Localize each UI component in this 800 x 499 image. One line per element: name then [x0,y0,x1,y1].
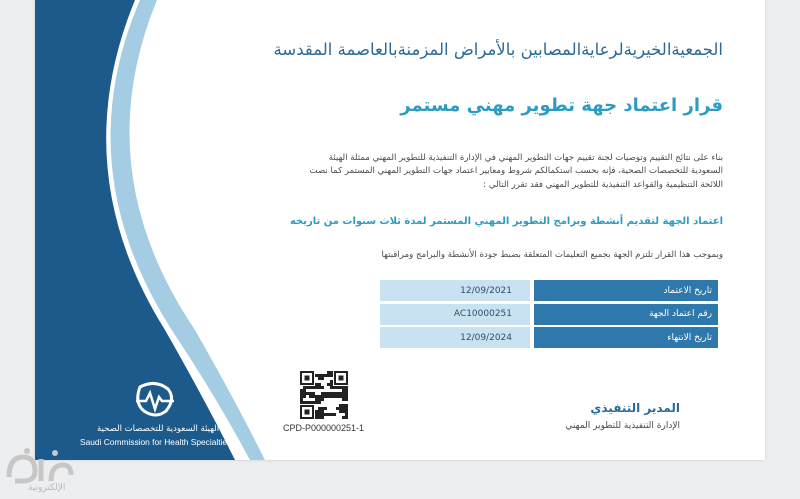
accreditation-date-label: تاريخ الاعتماد [534,280,718,301]
certificate-body: بناء على نتائج التقييم وتوصيات لجنة تقييم جهات التطوير المهني في الإدارة التنفيذية للتطوير المهني ممثلة الهيئة السعودية للتخصصات الصحية، فإنه بحسب استكمالكم شروط ومعايير اعتماد جهات التطوير المهني المستمر كما نصت اللائحة التنظيمية والقواعد التنفيذية للتطوير المهني فقد تقرر التالي : [309,153,723,190]
signatory-title: المدير التنفيذي [590,401,680,415]
commitment-text: وبموجب هذا القرار تلتزم الجهة بجميع التعليمات المتعلقة بضبط جودة الأنشطة والبرامج ومراقبتها [381,250,723,260]
issuer-name-english: Saudi Commission for Health Specialties [80,437,232,447]
scfhs-logo-icon [130,381,180,421]
table-row [380,327,718,348]
certificate-code: CPD-P000000251-1 [283,423,365,433]
details-table [380,280,718,351]
table-row [380,304,718,325]
table-row [380,280,718,301]
expiry-date-label: تاريخ الانتهاء [534,327,718,348]
certificate-title: قرار اعتماد جهة تطوير مهني مستمر [400,95,723,116]
qr-code-icon [300,371,348,419]
accreditation-number-label: رقم اعتماد الجهة [534,304,718,325]
accreditation-date-value: 12/09/2021 [380,280,530,301]
signatory-department: الإدارة التنفيذية للتطوير المهني [565,421,680,431]
decision-text: اعتماد الجهة لتقديم أنشطة وبرامج التطوير المهني المستمر لمدة ثلاث سنوات من تاريخه [289,216,723,227]
expiry-date-value: 12/09/2024 [380,327,530,348]
certificate [35,0,765,460]
organization-name: الجمعيةالخيريةلرعايةالمصابين بالأمراض المزمنةبالعاصمة المقدسة [273,40,723,59]
accreditation-number-value: AC10000251 [380,304,530,325]
watermark-text: الإلكترونية [28,483,66,493]
issuer-name-arabic: الهيئة السعودية للتخصصات الصحية [97,424,220,434]
watermark-logo-icon [5,447,75,485]
